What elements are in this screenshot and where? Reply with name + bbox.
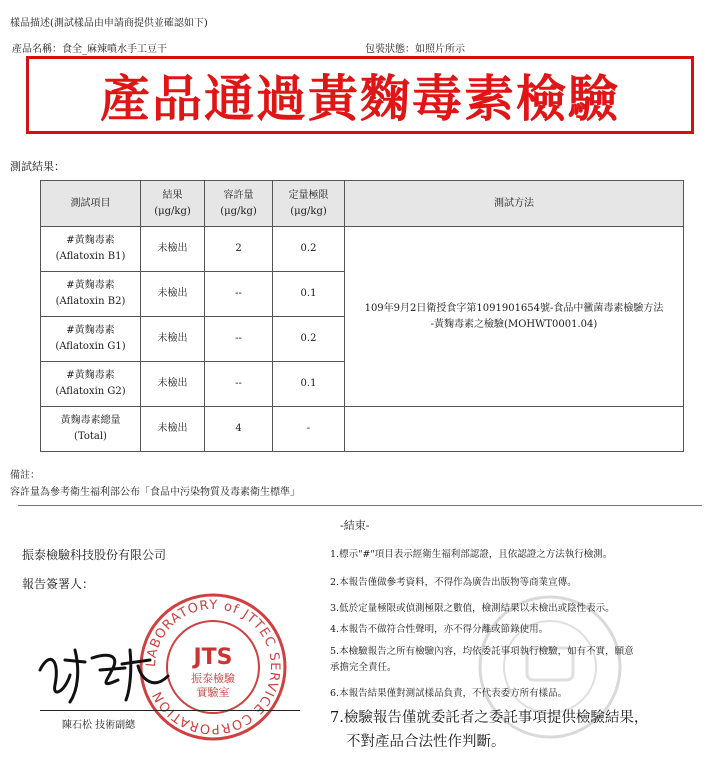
row-allowed: --: [205, 272, 273, 317]
row-loq: 0.1: [273, 272, 345, 317]
row-item: #黃麴毒素 (Aflatoxin B1): [41, 227, 141, 272]
row-allowed: --: [205, 362, 273, 407]
row-item: #黃麴毒素 (Aflatoxin G1): [41, 317, 141, 362]
signature-line: [40, 710, 300, 711]
table-row: [41, 227, 684, 272]
results-table: [40, 180, 684, 452]
disclaimer-1: 1.標示"#"項目表示經衛生福利部認證，且依認證之方法執行檢測。: [330, 549, 613, 560]
row-loq: 0.2: [273, 317, 345, 362]
signer-name: 陳石松 技術副總: [62, 720, 136, 731]
row-item: #黃麴毒素 (Aflatoxin G2): [41, 362, 141, 407]
row-result: 未檢出: [141, 317, 205, 362]
test-method: 109年9月2日衛授食字第1091901654號-食品中黴菌毒素檢驗方法 -黃麴毒素之檢驗(MOHWT0001.04): [345, 227, 684, 407]
seal-ring-text: LABORATORY of JTTEC SERVICE CORPORATION: [143, 597, 283, 737]
table-header-row: [41, 181, 684, 227]
disclaimer-7: 7.檢驗報告僅就委託者之委託事項提供檢驗結果，: [330, 710, 649, 726]
banner-text: 產品通過黃麴毒素檢驗: [100, 70, 620, 128]
disclaimer-3: 3.低於定量極限或偵測極限之數值，檢測結果以未檢出或陰性表示。: [330, 603, 615, 614]
pass-banner: [26, 56, 694, 134]
empty-method-cell: [345, 407, 684, 452]
col-result-header-text: 結果 (μg/kg): [154, 189, 191, 217]
signer-label: 報告簽署人：: [22, 577, 95, 591]
table-row: [41, 407, 684, 452]
col-allowed-header-text: 容許量 (μg/kg): [220, 189, 257, 217]
col-loq-header-text: 定量極限 (μg/kg): [288, 189, 329, 217]
results-label: 測試結果：: [10, 160, 65, 173]
seal-name1: 振泰檢驗: [191, 672, 235, 685]
row-result: 未檢出: [141, 362, 205, 407]
row-result: 未檢出: [141, 227, 205, 272]
notes-label: 備註：: [10, 470, 40, 481]
disclaimer-2: 2.本報告僅做參考資料，不得作為廣告出版物等商業宣傳。: [330, 577, 577, 588]
row-allowed: --: [205, 317, 273, 362]
row-item: 黃麴毒素總量 (Total): [41, 407, 141, 452]
row-result: 未檢出: [141, 272, 205, 317]
product-name: 產品名稱：食全_麻辣噴水手工豆干: [12, 44, 167, 55]
handwritten-signature: [30, 630, 180, 710]
col-method-header: 測試方法: [345, 181, 684, 227]
row-loq: -: [273, 407, 345, 452]
disclaimer-5: 5.本檢驗報告之所有檢驗內容，均依委託事項執行檢驗，如有不實，願意: [330, 646, 634, 657]
package-status: 包裝狀態：如照片所示: [365, 44, 465, 55]
row-result: 未檢出: [141, 407, 205, 452]
disclaimer-4: 4.本報告不做符合性聲明，亦不得分離或節錄使用。: [330, 624, 549, 635]
disclaimer-6: 6.本報告結果僅對測試樣品負責，不代表委方所有樣品。: [330, 688, 568, 699]
row-loq: 0.2: [273, 227, 345, 272]
notes-text: 容許量為參考衛生福利部公布「食品中污染物質及毒素衛生標準」: [10, 487, 300, 498]
col-item-header: 測試項目: [41, 181, 141, 227]
col-loq-header: [273, 181, 345, 227]
end-mark: -結束-: [340, 519, 370, 532]
disclaimer-5-cont: 承擔完全責任。: [330, 662, 397, 673]
seal-logo: JTS: [193, 645, 233, 670]
col-result-header: [141, 181, 205, 227]
row-allowed: 4: [205, 407, 273, 452]
row-item: #黃麴毒素 (Aflatoxin B2): [41, 272, 141, 317]
seal-name2: 實驗室: [196, 686, 230, 699]
sample-description: 樣品描述(測試樣品由申請商提供並確認如下): [10, 18, 208, 29]
disclaimer-7-cont: 不對產品合法性作判斷。: [346, 734, 506, 750]
section-divider: [18, 505, 702, 506]
row-allowed: 2: [205, 227, 273, 272]
row-loq: 0.1: [273, 362, 345, 407]
col-allowed-header: [205, 181, 273, 227]
company-name: 振泰檢驗科技股份有限公司: [22, 548, 167, 562]
